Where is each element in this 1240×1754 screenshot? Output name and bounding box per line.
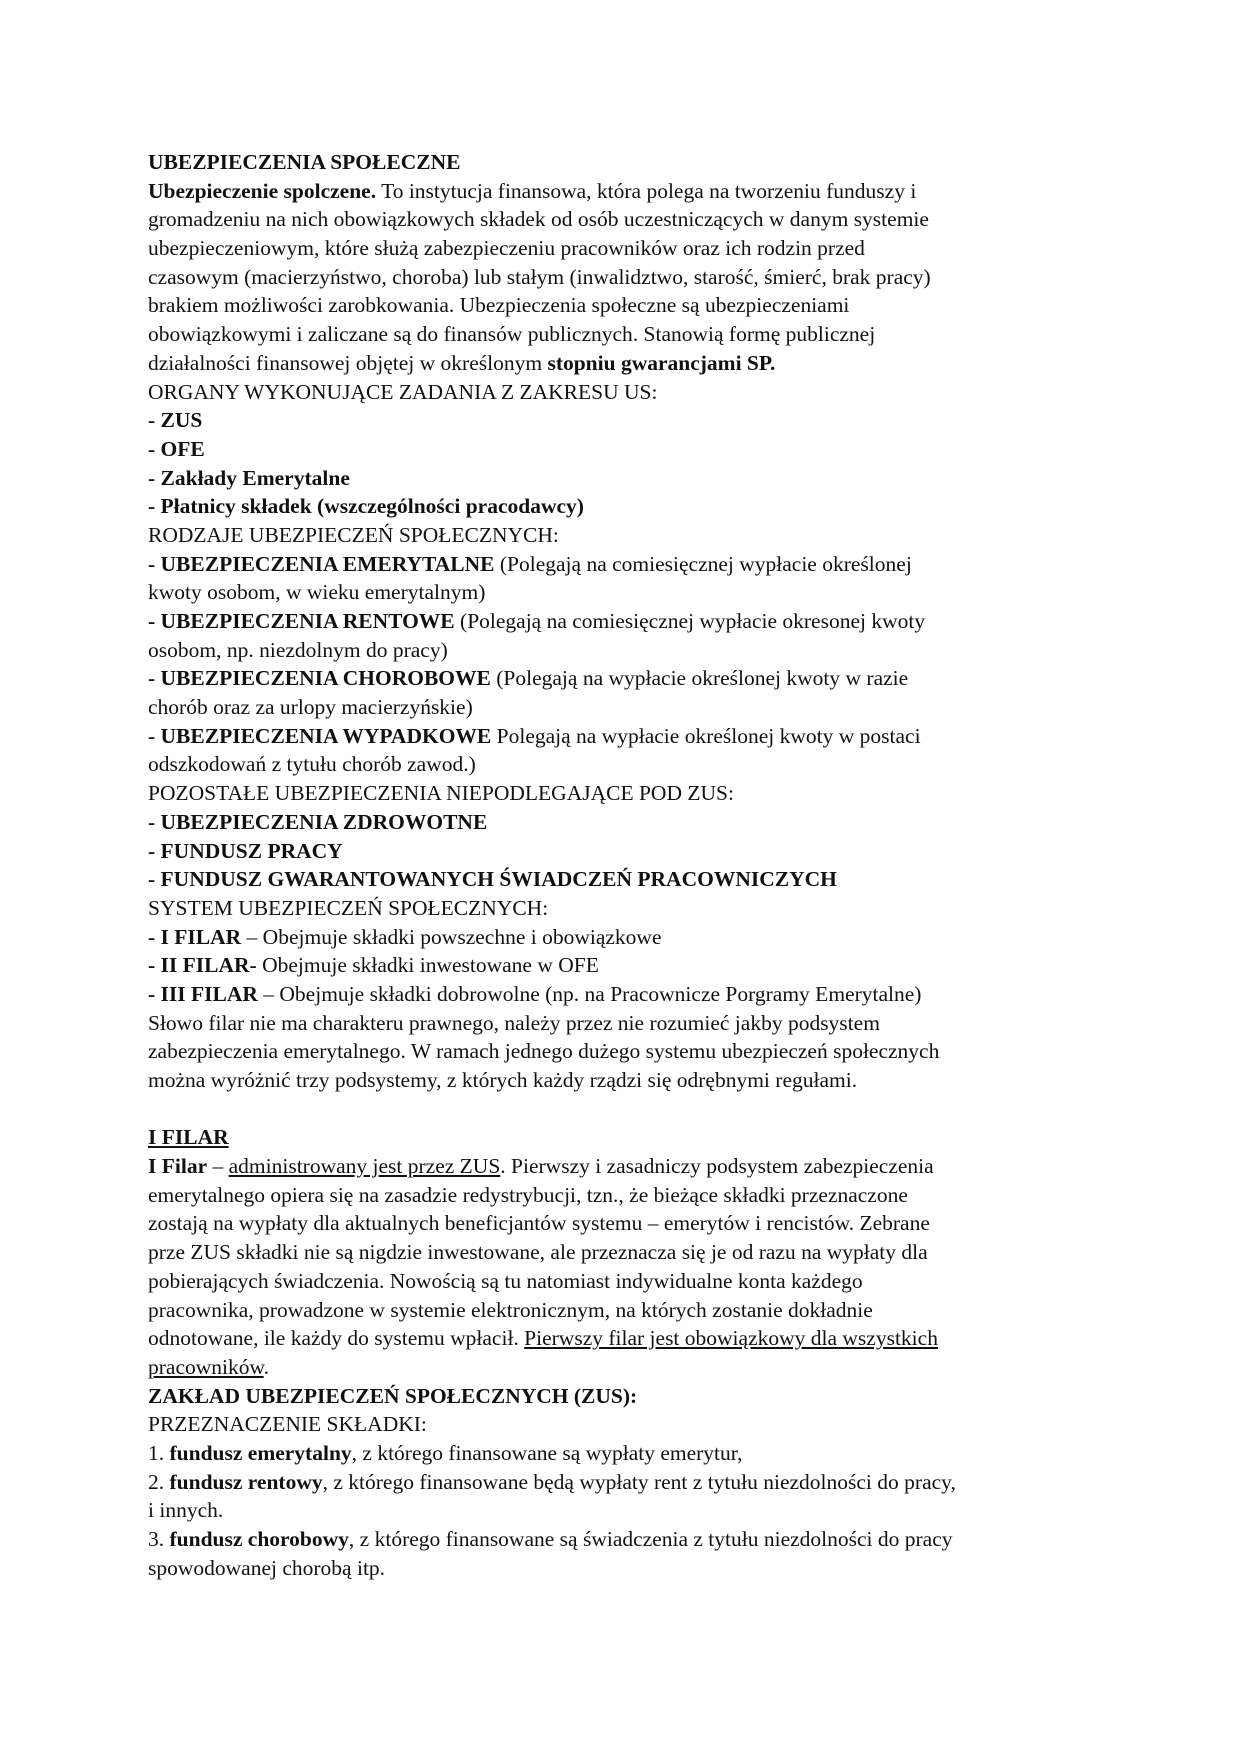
list-item: - FUNDUSZ PRACY bbox=[148, 838, 343, 863]
list-item: - UBEZPIECZENIA CHOROBOWE (Polegają na wypłacie określonej kwoty w razie chorób oraz za urlopy macierzyńskie) bbox=[148, 666, 909, 720]
document-title: UBEZPIECZENIA SPOŁECZNE bbox=[148, 150, 461, 174]
intro-paragraph: Ubezpieczenie spolczene. To instytucja finansowa, która polega na tworzeniu funduszy i gromadzeniu na nich obowiązkowych składek od osób uczestniczących w danym systemie ubezpieczeniowym, które służą zabezpieczeniu pracowników oraz ich rodzin przed czasowym (macierzyństwo, choroba) lub stałym (inwalidztwo, starość, śmierć, brak pracy) brakiem możliwości zarobkowania. Ubezpieczenia społeczne są ubezpieczeniami obowiązkowymi i zaliczane są do finansów publicznych. Stanowią formę publicznej działalności finansowej objętej w określonym stopniu gwarancjami SP. bbox=[148, 178, 931, 375]
intro-term: Ubezpieczenie spolczene. bbox=[148, 178, 377, 203]
zus-section bbox=[148, 1382, 1078, 1583]
list-item: - III FILAR – Obejmuje składki dobrowolne (np. na Pracownicze Porgramy Emerytalne) bbox=[148, 981, 922, 1006]
list-item: - ZUS bbox=[148, 408, 203, 433]
organs-section bbox=[148, 378, 1078, 521]
list-item: - OFE bbox=[148, 436, 205, 461]
other-section bbox=[148, 779, 1078, 894]
list-item: 3. fundusz chorobowy, z którego finansowane są świadczenia z tytułu niezdolności do pracy spowodowanej chorobą itp. bbox=[148, 1527, 953, 1580]
system-section: SYSTEM UBEZPIECZEŃ SPOŁECZNYCH: - I FILAR – Obejmuje składki powszechne i obowiązkowe - II FILAR- Obejmuje składki inwestowane w OFE - III FILAR – Obejmuje składki dobrowolne (np. na Pracownicze Porgramy Emerytalne) Słowo filar nie ma charakteru prawnego, należy przez nie rozumieć jakby podsystem zabezpieczenia emerytalnego. W ramach jednego dużego systemu ubezpieczeń społecznych można wyróżnić trzy podsystemy, z których każdy rządzi się odrębnymi regułami. bbox=[148, 894, 1078, 1095]
blank-line bbox=[148, 1095, 1078, 1124]
list-item: - UBEZPIECZENIA WYPADKOWE Polegają na wypłacie określonej kwoty w postaci odszkodowań z tytułu chorób zawod.) bbox=[148, 723, 921, 777]
list-item: 1. fundusz emerytalny, z którego finansowane są wypłaty emerytur, bbox=[148, 1440, 743, 1465]
pillar1-section: I FILAR I Filar – administrowany jest przez ZUS. Pierwszy i zasadniczy podsystem zabezpieczenia emerytalnego opiera się na zasadzie redystrybucji, tzn., że bieżące składki przeznaczone zostają na wypłaty dla aktualnych beneficjantów systemu – emerytów i rencistów. Zebrane prze ZUS składki nie są nigdzie inwestowane, ale przeznacza się je od razu na wypłaty dla pobierających świadczenia. Nowością są tu natomiast indywidualne konta każdego pracownika, prowadzone w systemie elektronicznym, na których zostanie dokładnie odnotowane, ile każdy do systemu wpłacił. Pierwszy filar jest obowiązkowy dla wszystkich pracowników. bbox=[148, 1123, 1078, 1381]
list-item: - UBEZPIECZENIA ZDROWOTNE bbox=[148, 809, 488, 834]
list-item: - UBEZPIECZENIA EMERYTALNE (Polegają na comiesięcznej wypłacie określonej kwoty osobom, w wieku emerytalnym) bbox=[148, 551, 912, 605]
document-page bbox=[148, 148, 1078, 1582]
list-item: - I FILAR – Obejmuje składki powszechne i obowiązkowe bbox=[148, 924, 662, 949]
list-item: - II FILAR- Obejmuje składki inwestowane w OFE bbox=[148, 953, 599, 978]
list-item: - Płatnicy składek (wszczególności pracodawcy) bbox=[148, 494, 584, 519]
list-item: - FUNDUSZ GWARANTOWANYCH ŚWIADCZEŃ PRACOWNICZYCH bbox=[148, 867, 837, 892]
system-heading: SYSTEM UBEZPIECZEŃ SPOŁECZNYCH: bbox=[148, 895, 549, 920]
kinds-heading: RODZAJE UBEZPIECZEŃ SPOŁECZNYCH: bbox=[148, 522, 559, 547]
zus-subheading: PRZEZNACZENIE SKŁADKI: bbox=[148, 1412, 427, 1437]
list-item: 2. fundusz rentowy, z którego finansowane będą wypłaty rent z tytułu niezdolności do pracy, i innych. bbox=[148, 1469, 956, 1523]
other-heading: POZOSTAŁE UBEZPIECZENIA NIEPODLEGAJĄCE POD ZUS: bbox=[148, 781, 734, 806]
list-item: - UBEZPIECZENIA RENTOWE (Polegają na comiesięcznej wypłacie okresonej kwoty osobom, np. niezdolnym do pracy) bbox=[148, 609, 926, 662]
pillar1-heading: I FILAR bbox=[148, 1125, 229, 1150]
organs-heading: ORGANY WYKONUJĄCE ZADANIA Z ZAKRESU US: bbox=[148, 379, 658, 404]
kinds-section bbox=[148, 521, 1078, 779]
list-item: - Zakłady Emerytalne bbox=[148, 465, 350, 490]
zus-heading: ZAKŁAD UBEZPIECZEŃ SPOŁECZNYCH (ZUS): bbox=[148, 1383, 638, 1408]
